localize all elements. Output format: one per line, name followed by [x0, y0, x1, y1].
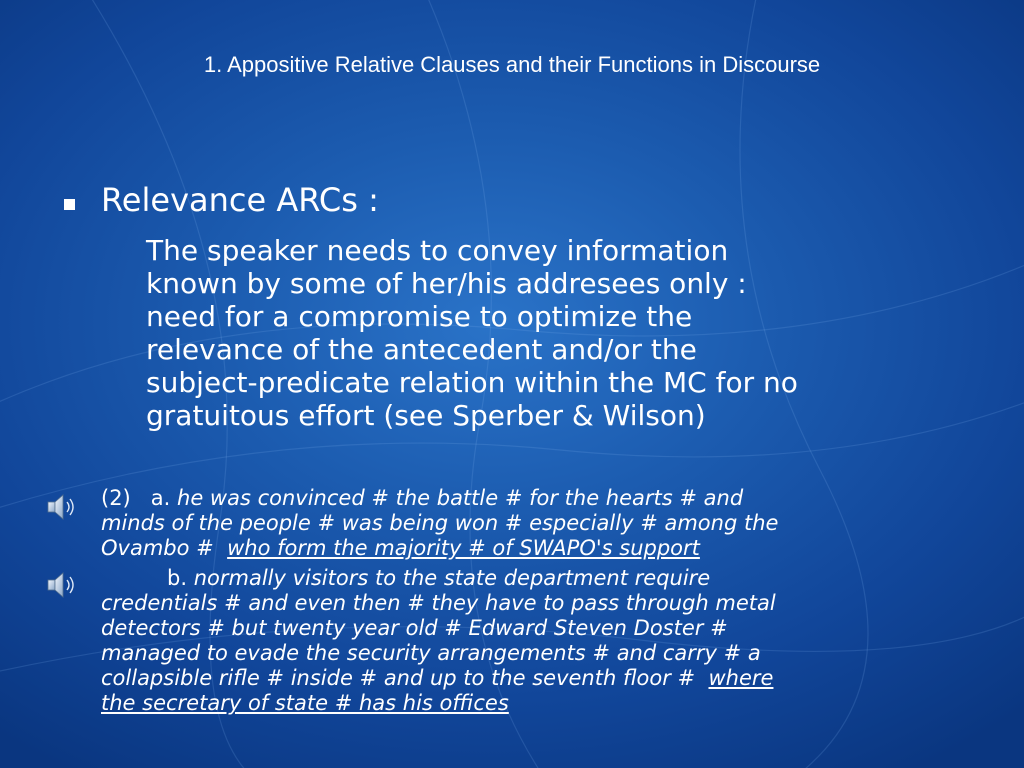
underlined-relative-clause: who form the majority # of SWAPO's support [227, 536, 700, 560]
example-text: credentials # and even then # they have to pass through metal [101, 591, 776, 615]
example-text: he was convinced # the battle # for the hearts # and [177, 486, 744, 510]
description-line: subject-predicate relation within the MC for no [146, 366, 798, 399]
description-line: The speaker needs to convey information [146, 234, 729, 267]
underlined-relative-clause: the secretary of state # has his offices [101, 691, 509, 715]
bullet-description [146, 234, 976, 432]
example-text: minds of the people # was being won # especially # among the [101, 511, 779, 535]
example-text: normally visitors to the state department require [193, 566, 711, 590]
description-line: need for a compromise to optimize the [146, 300, 693, 333]
description-line: known by some of her/his addresees only : [146, 267, 747, 300]
description-line: relevance of the antecedent and/or the [146, 333, 697, 366]
description-line: gratuitous effort (see Sperber & Wilson) [146, 399, 706, 432]
slide-title: 1. Appositive Relative Clauses and their Functions in Discourse [203, 52, 821, 77]
example-letter: a. [150, 486, 171, 510]
bullet-marker [64, 199, 75, 210]
example-text: collapsible rifle # inside # and up to the seventh floor # [101, 666, 702, 690]
example-text: managed to evade the security arrangements # and carry # a [101, 641, 761, 665]
speaker-icon[interactable] [44, 490, 78, 524]
example-text: Ovambo # [101, 536, 221, 560]
underlined-relative-clause: where [708, 666, 774, 690]
example-text: detectors # but twenty year old # Edward Steven Doster # [101, 616, 728, 640]
example-number: (2) [101, 486, 131, 510]
speaker-icon[interactable] [44, 568, 78, 602]
example-2a [101, 486, 981, 561]
bullet-heading: Relevance ARCs : [101, 181, 379, 219]
example-letter: b. [167, 566, 188, 590]
example-2b [101, 566, 981, 716]
